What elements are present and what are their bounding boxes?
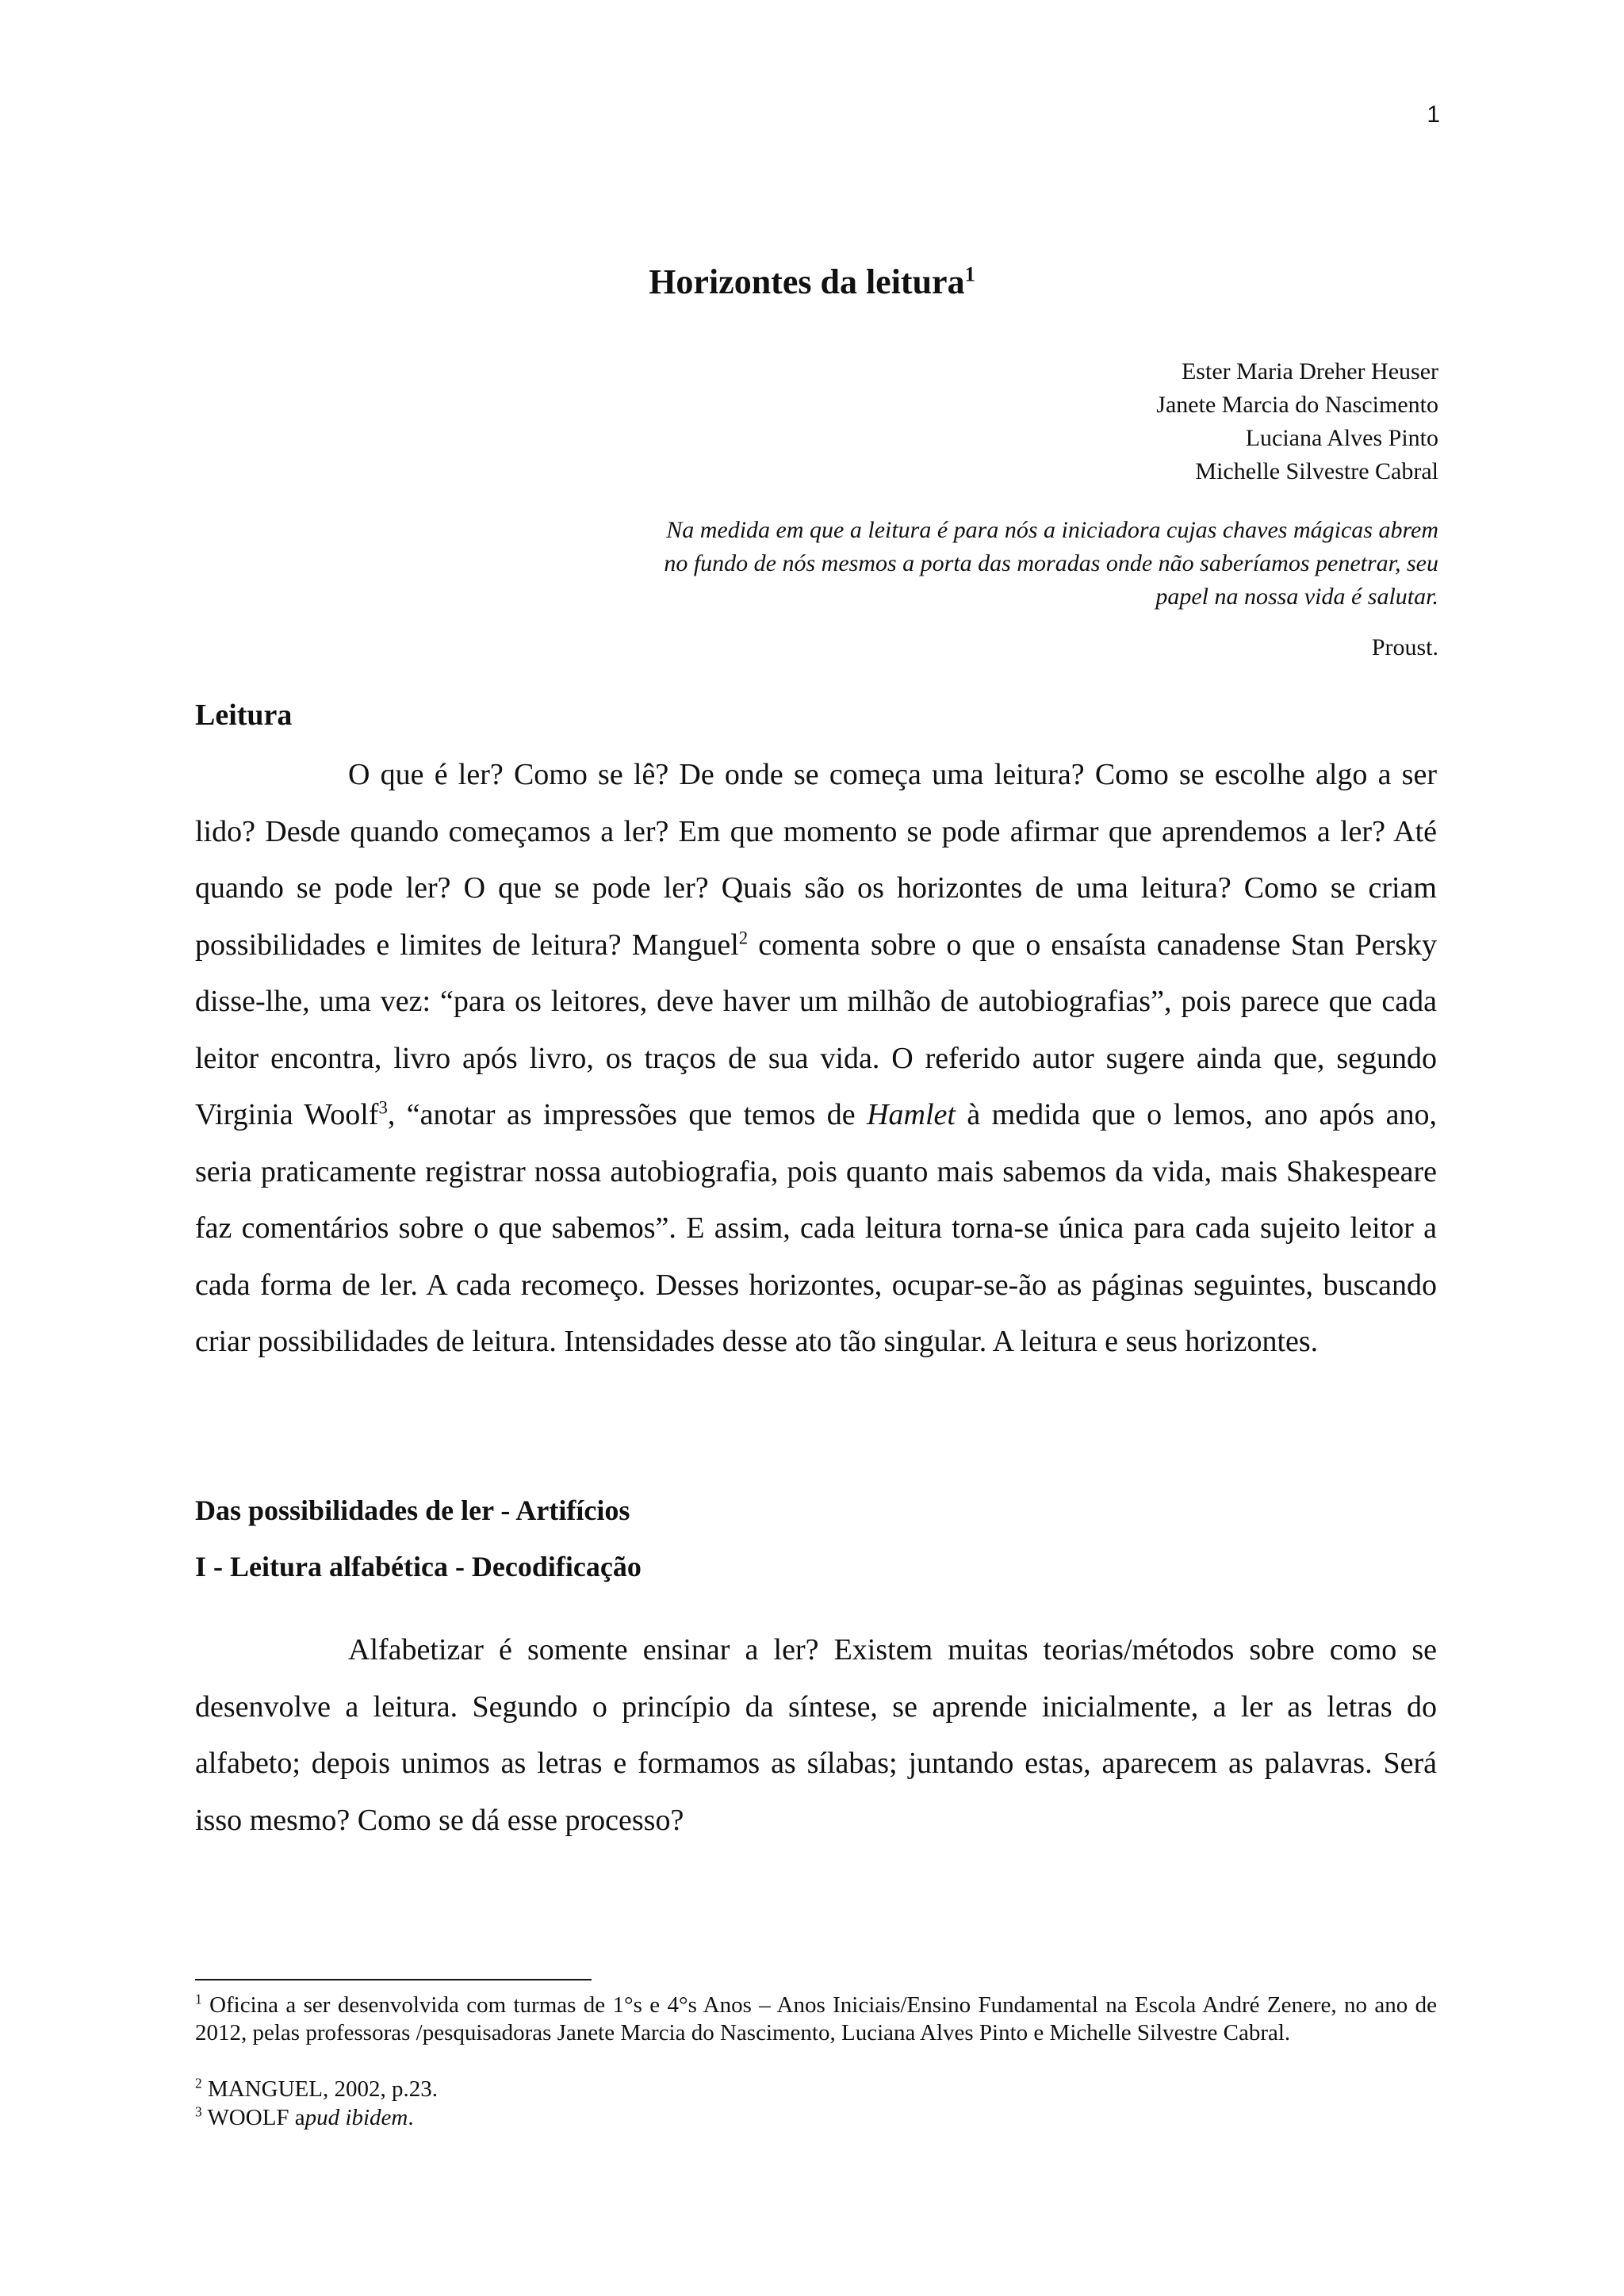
author: Luciana Alves Pinto [1245, 425, 1438, 451]
footnote-ref-3: 3 [378, 1097, 388, 1118]
author: Ester Maria Dreher Heuser [1181, 358, 1438, 385]
body-paragraph-alfabetizar: Alfabetizar é somente ensinar a ler? Existem muitas teorias/métodos sobre como se desenvolve a leitura. Segundo o princípio da síntese, se aprende inicialmente, a ler as letras do alfabeto; depois unimos as letras e formamos as sílabas; juntando estas, aparecem as palavras. Será isso mesmo? Como se dá esse processo? [195, 1633, 1437, 1837]
footnote-1 [195, 1992, 1437, 2047]
subsection-heading-leitura-alfabetica: I - Leitura alfabética - Decodificação [195, 1551, 642, 1582]
footnote-number: 2 [195, 2075, 202, 2091]
footnote-text: Oficina a ser desenvolvida com turmas de 1°s e 4°s Anos – Anos Iniciais/Ensino Fundamental na Escola André Zenere, no ano de 2012, pelas professoras /pesquisadoras Janete Marcia do Nascimento, Luciana Alves Pinto e Michelle Silvestre Cabral. [195, 1992, 1437, 2045]
paragraph-text: , “anotar as impressões que temos de [387, 1098, 868, 1131]
footnote-number: 3 [195, 2103, 202, 2120]
paragraph-text: O que é ler? Como se lê? De onde se começa uma leitura? Como se escolhe algo a ser lido? Desde quando começamos a ler? Em que momento se pode afirmar que aprendemos a ler? Até quando se pode ler? O que se pode ler? Quais são os horizontes de uma leitura? Como se criam possibilidades e limites de leitura? Manguel [195, 758, 1437, 962]
author: Janete Marcia do Nascimento [1156, 392, 1438, 418]
author-list [1156, 355, 1438, 488]
title-text: Horizontes da leitura [649, 262, 965, 301]
epigraph-source: Proust. [1371, 634, 1438, 660]
footnote-2 [195, 2076, 1437, 2103]
footnote-text: WOOLF a [207, 2105, 305, 2130]
footnote-italic-text: pud ibidem [304, 2105, 408, 2130]
body-paragraph-leitura [195, 747, 1437, 1371]
footnote-text-end: . [408, 2105, 414, 2130]
title-footnote-ref: 1 [964, 262, 975, 286]
page-number: 1 [1427, 101, 1440, 128]
footnote-ref-2: 2 [738, 927, 749, 947]
footnote-number: 1 [195, 1991, 202, 2007]
footnote-3 [195, 2104, 1437, 2132]
section-heading-possibilidades: Das possibilidades de ler - Artifícios [195, 1494, 630, 1526]
footnote-text: MANGUEL, 2002, p.23. [207, 2076, 438, 2102]
author: Michelle Silvestre Cabral [1195, 458, 1438, 484]
paragraph-text: comenta sobre o que o ensaísta canadense Stan Persky disse-lhe, uma vez: “para os leitores, deve haver um milhão de autobiografias”, pois parece que cada leitor encontra, livro após livro, os traços de sua vida. O referido autor sugere ainda que, segundo Virginia Woolf [195, 928, 1437, 1131]
paragraph-text: à medida que o lemos, ano após ano, seria praticamente registrar nossa autobiografia, pois quanto mais sabemos da vida, mais Shakespeare faz comentários sobre o que sabemos”. E assim, cada leitura torna-se única para cada sujeito leitor a cada forma de ler. A cada recomeço. Desses horizontes, ocupar-se-ão as páginas seguintes, buscando criar possibilidades de leitura. Intensidades desse ato tão singular. A leitura e seus horizontes. [195, 1098, 1437, 1358]
footnote-separator [195, 1979, 592, 1980]
section-heading-leitura: Leitura [195, 698, 293, 732]
page-title [0, 262, 1624, 302]
epigraph-quote: Na medida em que a leitura é para nós a iniciadora cujas chaves mágicas abrem no fundo de nós mesmos a porta das moradas onde não saberíamos penetrar, seu papel na nossa vida é salutar. [664, 517, 1438, 610]
italic-title-hamlet: Hamlet [867, 1098, 956, 1131]
